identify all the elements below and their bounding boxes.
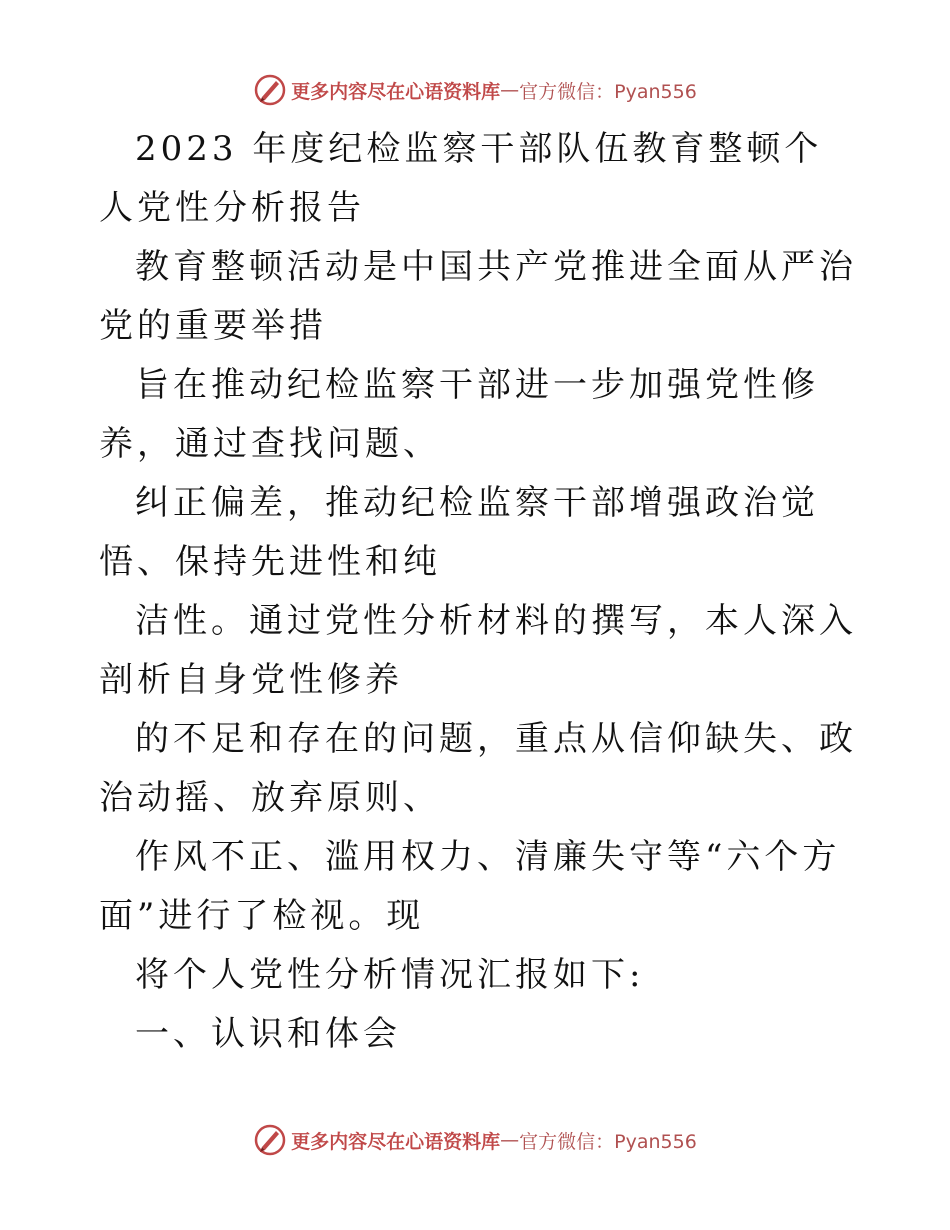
watermark-site-text: 更多内容尽在心语资料库 (291, 1130, 501, 1153)
paragraph: 旨在推动纪检监察干部进一步加强党性修养，通过查找问题、 (99, 365, 819, 464)
section-heading: 一、认识和体会 (135, 1014, 401, 1054)
paragraph: 将个人党性分析情况汇报如下: (135, 955, 645, 995)
document-title: 2023 年度纪检监察干部队伍教育整顿个人党性分析报告 (99, 129, 823, 228)
watermark-wechat-text: 官方微信：Pyan556 (519, 80, 697, 103)
paragraph: 教育整顿活动是中国共产党推进全面从严治党的重要举措 (99, 247, 857, 346)
pen-logo-icon (253, 73, 287, 107)
watermark-dash: — (500, 1129, 520, 1151)
footer-watermark (0, 1120, 950, 1160)
watermark-site-text: 更多内容尽在心语资料库 (291, 80, 501, 103)
paragraph: 纠正偏差，推动纪检监察干部增强政治觉悟、保持先进性和纯 (99, 483, 819, 582)
document-body (99, 120, 859, 1064)
paragraph: 洁性。通过党性分析材料的撰写，本人深入剖析自身党性修养 (99, 601, 857, 700)
header-watermark (0, 70, 950, 110)
watermark-dash: — (500, 79, 520, 101)
paragraph: 作风不正、滥用权力、清廉失守等“六个方面”进行了检视。现 (99, 837, 841, 936)
pen-logo-icon (253, 1123, 287, 1157)
paragraph: 的不足和存在的问题，重点从信仰缺失、政治动摇、放弃原则、 (99, 719, 857, 818)
watermark-wechat-text: 官方微信：Pyan556 (519, 1130, 697, 1153)
